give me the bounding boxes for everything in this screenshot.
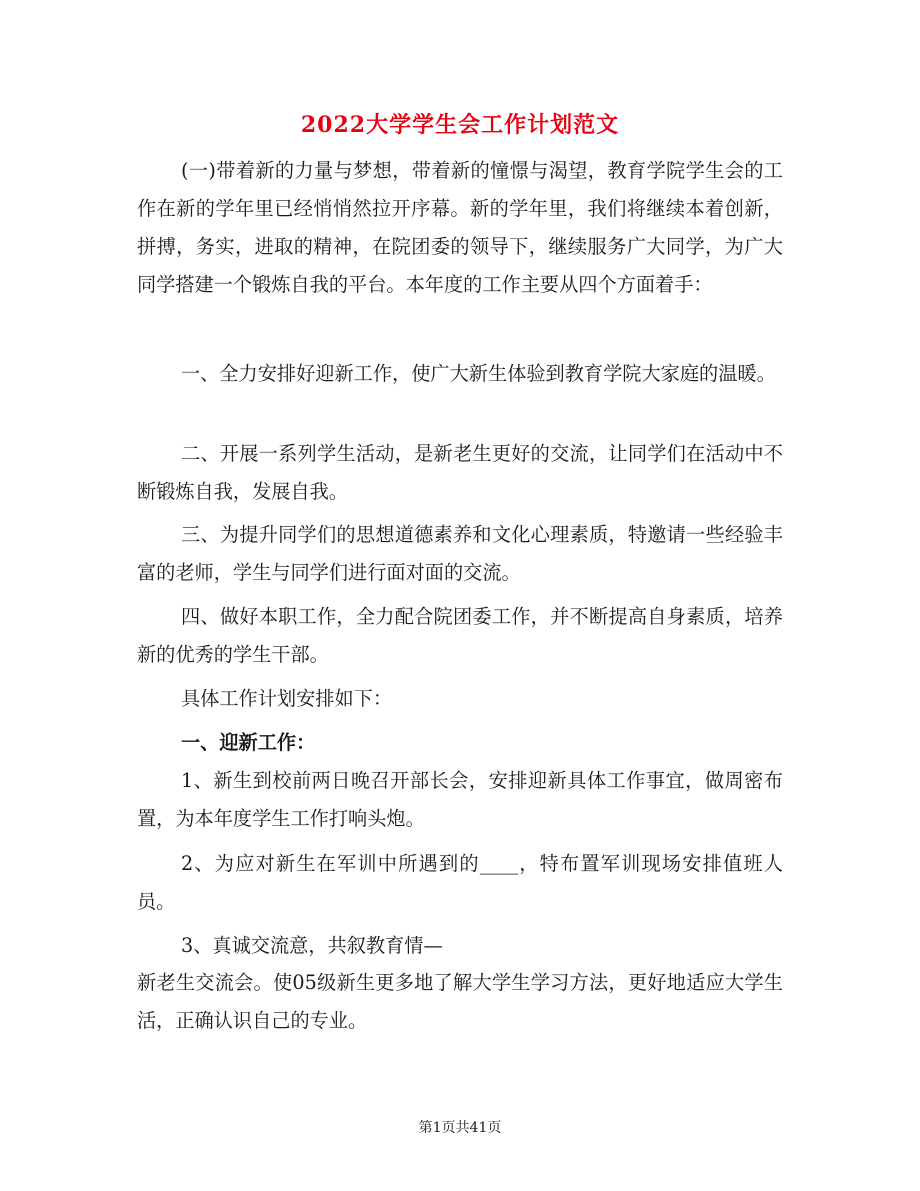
intro-paragraph: (一)带着新的力量与梦想，带着新的憧憬与渴望，教育学院学生会的工作在新的学年里已经悄悄然拉开序幕。新的学年里，我们将继续本着创新，拼搏，务实，进取的精神，在院团委的领导下，继续服务广大同学，为广大同学搭建一个锻炼自我的平台。本年度的工作主要从四个方面着手： <box>137 159 783 296</box>
item-three-paragraph: 3、真诚交流意，共叙教育情— <box>181 934 443 957</box>
document-title: 2022大学学生会工作计划范文 <box>300 112 620 138</box>
point-four-paragraph: 四、做好本职工作，全力配合院团委工作，并不断提高自身素质，培养新的优秀的学生干部。 <box>137 605 783 666</box>
page-footer: 第1页共41页 <box>418 1120 502 1136</box>
point-two-paragraph: 二、开展一系列学生活动，是新老生更好的交流，让同学们在活动中不断锻炼自我，发展自我。 <box>137 442 783 503</box>
exchange-meeting-paragraph: 新老生交流会。使05级新生更多地了解大学生学习方法，更好地适应大学生活，正确认识自己的专业。 <box>137 971 783 1032</box>
item-two-paragraph: 2、为应对新生在军训中所遇到的____，特布置军训现场安排值班人员。 <box>137 852 783 913</box>
point-three-paragraph: 三、为提升同学们的思想道德素养和文化心理素质，特邀请一些经验丰富的老师，学生与同学们进行面对面的交流。 <box>137 523 783 584</box>
item-one-paragraph: 1、新生到校前两日晚召开部长会，安排迎新具体工作事宜，做周密布置，为本年度学生工作打响头炮。 <box>137 769 783 830</box>
section-heading-welcome: 一、迎新工作： <box>181 731 316 754</box>
plan-intro-paragraph: 具体工作计划安排如下： <box>181 687 393 710</box>
point-one-paragraph: 一、全力安排好迎新工作，使广大新生体验到教育学院大家庭的温暖。 <box>181 362 776 385</box>
